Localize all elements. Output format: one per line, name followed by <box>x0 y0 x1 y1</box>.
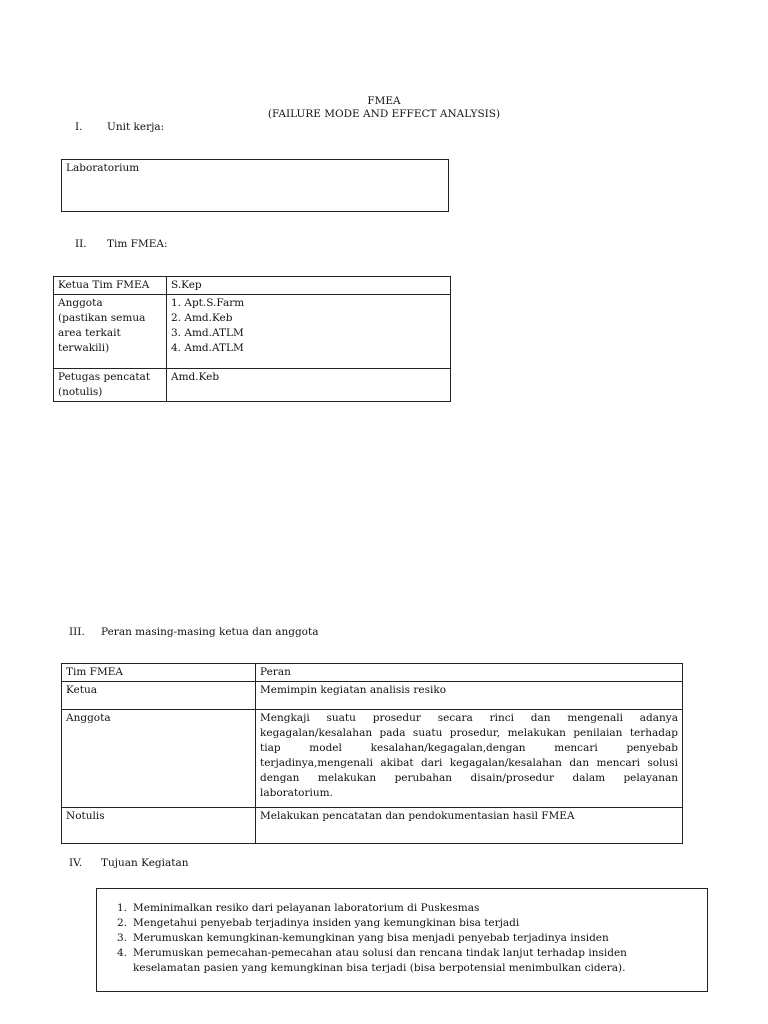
cell-line: terwakili) <box>58 342 110 354</box>
unit-kerja-box <box>61 159 449 212</box>
list-item-continuation <box>117 961 707 976</box>
table-cell: Notulis <box>62 808 256 844</box>
list-number: 4. <box>117 947 128 959</box>
table-cell: Ketua <box>62 682 256 710</box>
section-2-number: II. <box>75 238 87 250</box>
section-3-label: Peran masing-masing ketua dan anggota <box>101 626 319 638</box>
document-title: FMEA <box>367 95 401 107</box>
table-cell <box>54 295 167 369</box>
list-item <box>117 946 707 961</box>
table-cell: Memimpin kegiatan analisis resiko <box>256 682 683 710</box>
list-text: Meminimalkan resiko dari pelayanan laboratorium di Puskesmas <box>133 902 480 914</box>
cell-line: 3. Amd.ATLM <box>171 327 244 339</box>
cell-line: kegagalan/kesalahan pada suatu prosedur, melakukan penilaian terhadap <box>260 727 678 739</box>
table-row <box>54 277 451 295</box>
unit-kerja-value: Laboratorium <box>66 162 140 174</box>
section-2-heading <box>75 238 167 250</box>
section-4-label: Tujuan Kegiatan <box>101 857 189 869</box>
table-row <box>54 295 451 369</box>
section-2-label: Tim FMEA: <box>107 238 168 250</box>
list-text: Mengetahui penyebab terjadinya insiden yang kemungkinan bisa terjadi <box>133 917 520 929</box>
table-header-cell: Peran <box>256 664 683 682</box>
table-cell: S.Kep <box>167 277 451 295</box>
table-row <box>62 682 683 710</box>
cell-line: area terkait <box>58 327 121 339</box>
tujuan-list <box>97 901 707 976</box>
table-row <box>54 369 451 402</box>
list-number: 1. <box>117 902 128 914</box>
table-cell: Amd.Keb <box>167 369 451 402</box>
cell-line: 1. Apt.S.Farm <box>171 297 245 309</box>
peran-table <box>61 663 683 844</box>
table-cell <box>54 369 167 402</box>
cell-line: Petugas pencatat <box>58 371 151 383</box>
cell-line: dengan melakukan perubahan disain/prosedur dalam pelayanan <box>260 772 678 784</box>
cell-line: (pastikan semua <box>58 312 146 324</box>
table-row <box>62 808 683 844</box>
list-text: Merumuskan kemungkinan-kemungkinan yang bisa menjadi penyebab terjadinya insiden <box>133 932 609 944</box>
tim-fmea-table <box>53 276 451 402</box>
table-cell <box>256 710 683 808</box>
list-item <box>117 931 707 946</box>
list-text: keselamatan pasien yang kemungkinan bisa terjadi (bisa berpotensial menimbulkan cidera). <box>133 962 626 974</box>
section-3-number: III. <box>69 626 85 638</box>
table-row <box>62 710 683 808</box>
table-header-cell: Tim FMEA <box>62 664 256 682</box>
document-subtitle: (FAILURE MODE AND EFFECT ANALYSIS) <box>267 108 501 120</box>
cell-line: (notulis) <box>58 386 103 398</box>
list-number: 2. <box>117 917 128 929</box>
cell-line: Mengkaji suatu prosedur secara rinci dan mengenali adanya <box>260 712 678 724</box>
cell-line: Anggota <box>58 297 103 309</box>
table-cell: Ketua Tim FMEA <box>54 277 167 295</box>
list-text: Merumuskan pemecahan-pemecahan atau solusi dan rencana tindak lanjut terhadap insiden <box>133 947 627 959</box>
section-1-label: Unit kerja: <box>107 121 165 133</box>
tujuan-box <box>96 888 708 992</box>
cell-line: laboratorium. <box>260 787 333 799</box>
table-cell: Melakukan pencatatan dan pendokumentasian hasil FMEA <box>256 808 683 844</box>
cell-line: terjadinya,mengenali akibat dari kegagalan/kesalahan dan mencari solusi <box>260 757 678 769</box>
list-number: 3. <box>117 932 128 944</box>
table-cell <box>167 295 451 369</box>
table-cell: Anggota <box>62 710 256 808</box>
section-3-heading <box>69 626 318 638</box>
section-4-number: IV. <box>69 857 83 869</box>
section-1-number: I. <box>75 121 83 133</box>
section-1-heading <box>75 121 164 133</box>
section-4-heading <box>69 857 189 869</box>
cell-line: tiap model kesalahan/kegagalan,dengan mencari penyebab <box>260 742 678 754</box>
cell-line: 2. Amd.Keb <box>171 312 233 324</box>
list-item <box>117 901 707 916</box>
list-item <box>117 916 707 931</box>
table-header-row <box>62 664 683 682</box>
cell-line: 4. Amd.ATLM <box>171 342 244 354</box>
